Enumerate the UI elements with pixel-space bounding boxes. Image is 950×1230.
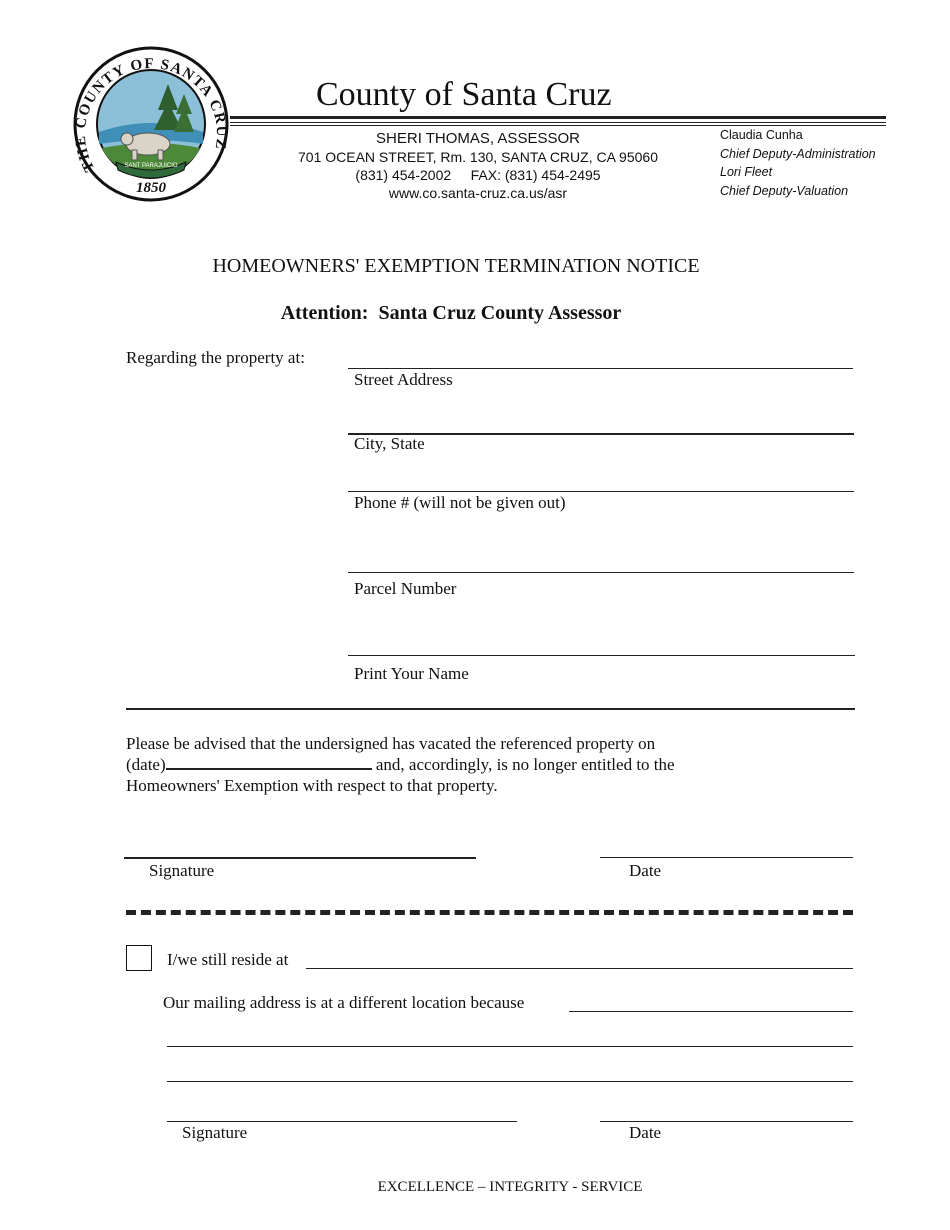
assessor-contact — [280, 166, 676, 184]
advisory-line-1: Please be advised that the undersigned has vacated the referenced property on — [126, 734, 656, 753]
seal-year: 1850 — [136, 180, 166, 196]
advisory-line-2-rest: and, accordingly, is no longer entitled to the — [371, 755, 675, 774]
still-reside-checkbox[interactable] — [126, 945, 152, 971]
still-reside-label: I/we still reside at — [167, 950, 289, 969]
cut-dashed-line — [126, 910, 853, 915]
parcel-number-label: Parcel Number — [354, 579, 457, 598]
parcel-number-line[interactable] — [348, 572, 854, 573]
svg-text:THE COUNTY OF SANTA CRUZ: THE COUNTY OF SANTA CRUZ — [72, 56, 230, 175]
mailing-reason-line-2[interactable] — [167, 1046, 853, 1047]
vacated-date-field[interactable] — [166, 754, 372, 770]
print-name-label: Print Your Name — [354, 664, 469, 683]
mailing-reason-line-1[interactable] — [569, 1011, 853, 1012]
mailing-reason-label: Our mailing address is at a different location because — [163, 993, 525, 1012]
signature-label: Signature — [149, 861, 215, 880]
assessor-block — [280, 130, 676, 202]
assessor-phone: (831) 454-2002 — [355, 167, 452, 183]
assessor-address: 701 OCEAN STREET, Rm. 130, SANTA CRUZ, CA 95060 — [298, 149, 658, 165]
print-name-line[interactable] — [348, 655, 855, 656]
assessor-name: SHERI THOMAS, ASSESSOR — [376, 130, 580, 147]
header-rule-2 — [230, 122, 886, 123]
footer-motto: EXCELLENCE – INTEGRITY - SERVICE — [377, 1179, 643, 1195]
mailing-reason-line-3[interactable] — [167, 1081, 853, 1082]
county-title: County of Santa Cruz — [316, 76, 612, 113]
county-seal — [72, 44, 230, 204]
street-address-label: Street Address — [354, 370, 453, 389]
date-line[interactable] — [600, 857, 853, 858]
section-divider — [126, 708, 855, 710]
still-reside-line[interactable] — [306, 968, 853, 969]
deputy-1-title: Chief Deputy-Administration — [720, 146, 876, 161]
advisory-line-2 — [126, 754, 766, 775]
advisory-line-3: Homeowners' Exemption with respect to that property. — [126, 776, 498, 795]
phone-line[interactable] — [348, 491, 854, 492]
signature-label-2: Signature — [182, 1123, 248, 1142]
deputy-1-name: Claudia Cunha — [720, 128, 803, 142]
signature-line[interactable] — [124, 857, 476, 859]
form-title: HOMEOWNERS' EXEMPTION TERMINATION NOTICE — [212, 255, 700, 277]
street-address-line[interactable] — [348, 368, 853, 369]
deputies-block — [720, 126, 876, 200]
seal-banner: SANT PARAJUICIO — [124, 163, 178, 169]
assessor-fax: FAX: (831) 454-2495 — [470, 167, 601, 183]
date-line-2[interactable] — [600, 1121, 853, 1122]
date-prefix: (date) — [126, 755, 166, 774]
advisory-paragraph — [126, 733, 766, 796]
assessor-website: www.co.santa-cruz.ca.us/asr — [388, 185, 568, 201]
phone-label: Phone # (will not be given out) — [354, 493, 566, 512]
form-attention: Attention: Santa Cruz County Assessor — [280, 302, 622, 324]
date-label-2: Date — [629, 1123, 662, 1142]
date-label: Date — [629, 861, 662, 880]
header-rule-1 — [230, 116, 886, 119]
deputy-2-title: Chief Deputy-Valuation — [720, 183, 849, 198]
signature-line-2[interactable] — [167, 1121, 517, 1122]
deputy-2-name: Lori Fleet — [720, 165, 773, 179]
city-state-label: City, State — [354, 434, 425, 453]
regarding-label: Regarding the property at: — [126, 348, 305, 367]
